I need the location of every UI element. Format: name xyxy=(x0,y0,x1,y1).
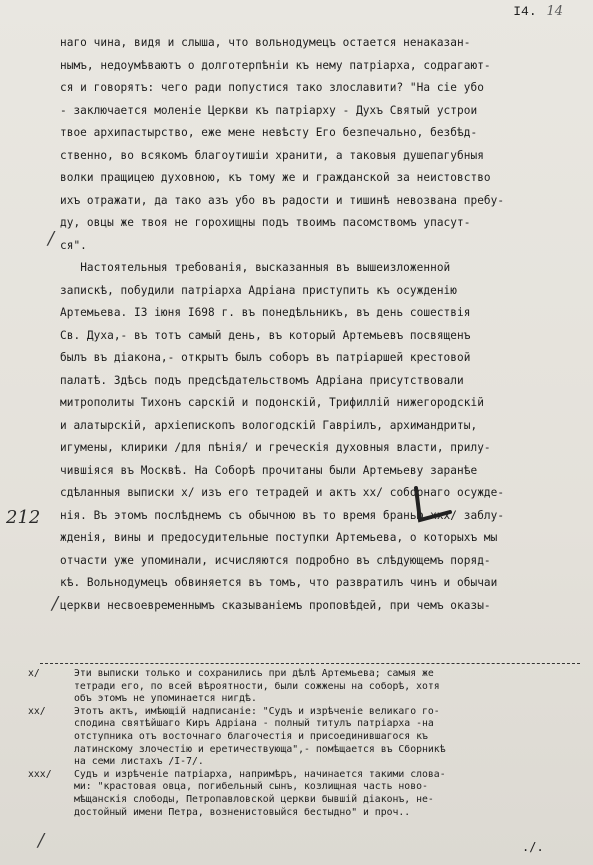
footnote-marker: x/ xyxy=(28,668,40,679)
footnote xyxy=(28,769,580,819)
footnote-text: Эти выписки только и сохранились при дѣлѣ Артемьева; самыя же тетради его, по всей вѣроятности, были сожжены на соборѣ, хотя объ этомъ не упоминается нигдѣ. xyxy=(74,668,440,705)
page-number-typed: I4. xyxy=(513,4,537,19)
paragraph-2: Настоятельныя требованія, высказанныя въ вышеизложенной запискѣ, побудили патріарха Адріана приступить къ осужденію Артемьева. I3 іюня I698 г. въ понедѣльникъ, въ день сошествія Св. Духа,- въ тотъ самый день, въ который Артемьевъ посвященъ былъ въ діакона,- открытъ былъ соборъ въ патріаршей крестовой палатѣ. Здѣсь подъ предсѣдательствомъ Адріана присутствовали митрополиты Тихонъ сарскій и подонскій, Трифиллій нижегородскій и алатырскій, архіепископъ вологодскій Гавріилъ, архимандриты, игумены, клирики /для пѣнія/ и греческія духовныя власти, прилу- чившіяся въ Москвѣ. На Соборѣ прочитаны были Артемьеву заранѣе сдѣланныя выписки x/ изъ его тетрадей и актъ xx/ соборнаго осужде- нія. Въ этомъ послѣднемъ съ обычною въ то время бранью xxx/ заблу- жденія, вины и предосудительные поступки Артемьева, о которыхъ мы отчасти уже упоминали, исчисляются подробно въ слѣдующемъ поряд- кѣ. Вольнодумецъ обвиняется въ томъ, что развратилъ чинъ и обычаи церкви несвоевременнымъ сказываніемъ проповѣдей, при чемъ оказы- xyxy=(60,261,505,612)
page-end-mark: ./. xyxy=(522,840,544,854)
footnote-marker: xx/ xyxy=(28,705,46,717)
body-text xyxy=(60,32,580,617)
margin-number: 212 xyxy=(6,507,41,528)
footnote-separator xyxy=(40,663,580,664)
handwritten-bracket-mark xyxy=(410,484,454,524)
page-number-handwritten: 14 xyxy=(546,4,563,19)
margin-mark: / xyxy=(48,228,55,249)
footnote xyxy=(28,668,580,706)
page-number xyxy=(513,4,563,19)
footnote xyxy=(28,706,580,769)
footnote-text: Этотъ актъ, имѣющій надписаніе: "Судъ и изрѣченіе великаго го- сподина святѣйшаго Киръ Адріана - полный титулъ патріарха -на отступника отъ восточнаго благочестія и присоединившагося къ латинскому злочестію и еретичествующа",- помѣщается въ Сборникѣ на семи листахъ /I-7/. xyxy=(74,705,446,768)
footnote-text: Судъ и изрѣченіе патріарха, напримѣръ, начинается такими слова- ми: "крастовая овца, погибельный сынъ, козлищная часть ново- мѣщанскія слободы, Петропавловской церкви бывшій діаконъ, не- достойный имени Петра, возненистовыйся бестыдно" и проч.. xyxy=(74,768,446,818)
footnotes xyxy=(28,668,580,819)
paragraph-1: наго чина, видя и слыша, что вольнодумецъ остается ненаказан- нымъ, недоумѣваютъ о долготерпѣніи къ нему патріарха, содрагают- ся и говорятъ: чего ради попустися тако злославити? "На сіе убо - заключается моленіе Церкви къ патріарху - Духъ Святый устрои твое архипастырство, еже мене невѣсту Его безпечально, безбѣд- ственно, во всякомъ благоутишіи хранити, а таковыя душепагубныя волки пращицею духовною, къ тому же и гражданской за неистовство ихъ отражати, да тако азъ убо въ радости и тишинѣ невозвана пребу- ду, овцы же твоя не горохищны подъ твоимъ пасомствомъ упасут- ся". xyxy=(60,36,505,252)
margin-mark: / xyxy=(52,593,59,614)
footnote-marker: xxx/ xyxy=(28,768,52,780)
margin-mark: / xyxy=(38,830,45,851)
